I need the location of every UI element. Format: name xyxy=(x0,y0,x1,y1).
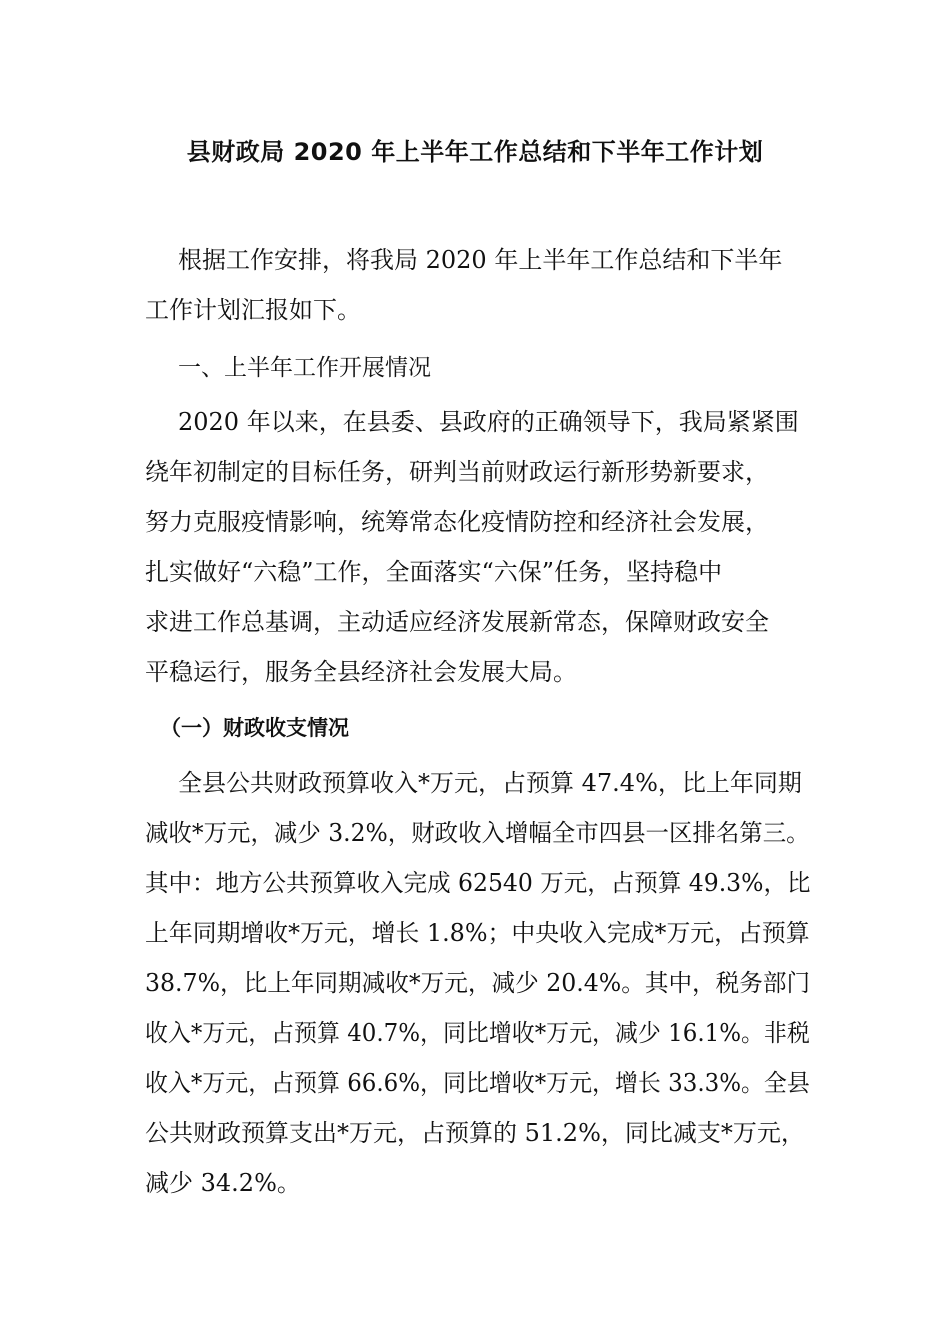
paragraph-line: 38.7%，比上年同期减收*万元，减少 20.4%。其中，税务部门 xyxy=(145,969,811,997)
intro-line: 工作计划汇报如下。 xyxy=(145,296,361,324)
paragraph-line: 努力克服疫情影响，统筹常态化疫情防控和经济社会发展， xyxy=(145,508,769,536)
paragraph-line: 扎实做好“六稳”工作，全面落实“六保”任务，坚持稳中 xyxy=(145,558,723,586)
paragraph-line: 收入*万元，占预算 40.7%，同比增收*万元，减少 16.1%。非税 xyxy=(145,1019,810,1047)
paragraph-line: 全县公共财政预算收入*万元，占预算 47.4%，比上年同期 xyxy=(178,769,802,797)
intro-line: 根据工作安排，将我局 2020 年上半年工作总结和下半年 xyxy=(178,246,783,274)
paragraph-line: 绕年初制定的目标任务，研判当前财政运行新形势新要求， xyxy=(145,458,769,486)
paragraph-line: 2020 年以来，在县委、县政府的正确领导下，我局紧紧围 xyxy=(178,408,799,436)
paragraph-line: 上年同期增收*万元，增长 1.8%；中央收入完成*万元，占预算 xyxy=(145,919,810,947)
document-title: 县财政局 2020 年上半年工作总结和下半年工作计划 xyxy=(186,138,764,166)
section-heading: 一、上半年工作开展情况 xyxy=(178,355,431,381)
paragraph-line: 平稳运行，服务全县经济社会发展大局。 xyxy=(145,658,577,686)
paragraph-line: 减收*万元，减少 3.2%，财政收入增幅全市四县一区排名第三。 xyxy=(145,819,810,847)
paragraph-line: 其中：地方公共预算收入完成 62540 万元，占预算 49.3%，比 xyxy=(145,869,811,897)
paragraph-line: 公共财政预算支出*万元，占预算的 51.2%，同比减支*万元， xyxy=(145,1119,805,1147)
paragraph-line: 求进工作总基调，主动适应经济发展新常态，保障财政安全 xyxy=(145,608,769,636)
paragraph-line: 收入*万元，占预算 66.6%，同比增收*万元，增长 33.3%。全县 xyxy=(145,1069,810,1097)
paragraph-line: 减少 34.2%。 xyxy=(145,1169,301,1197)
subsection-heading: （一）财政收支情况 xyxy=(160,716,349,740)
